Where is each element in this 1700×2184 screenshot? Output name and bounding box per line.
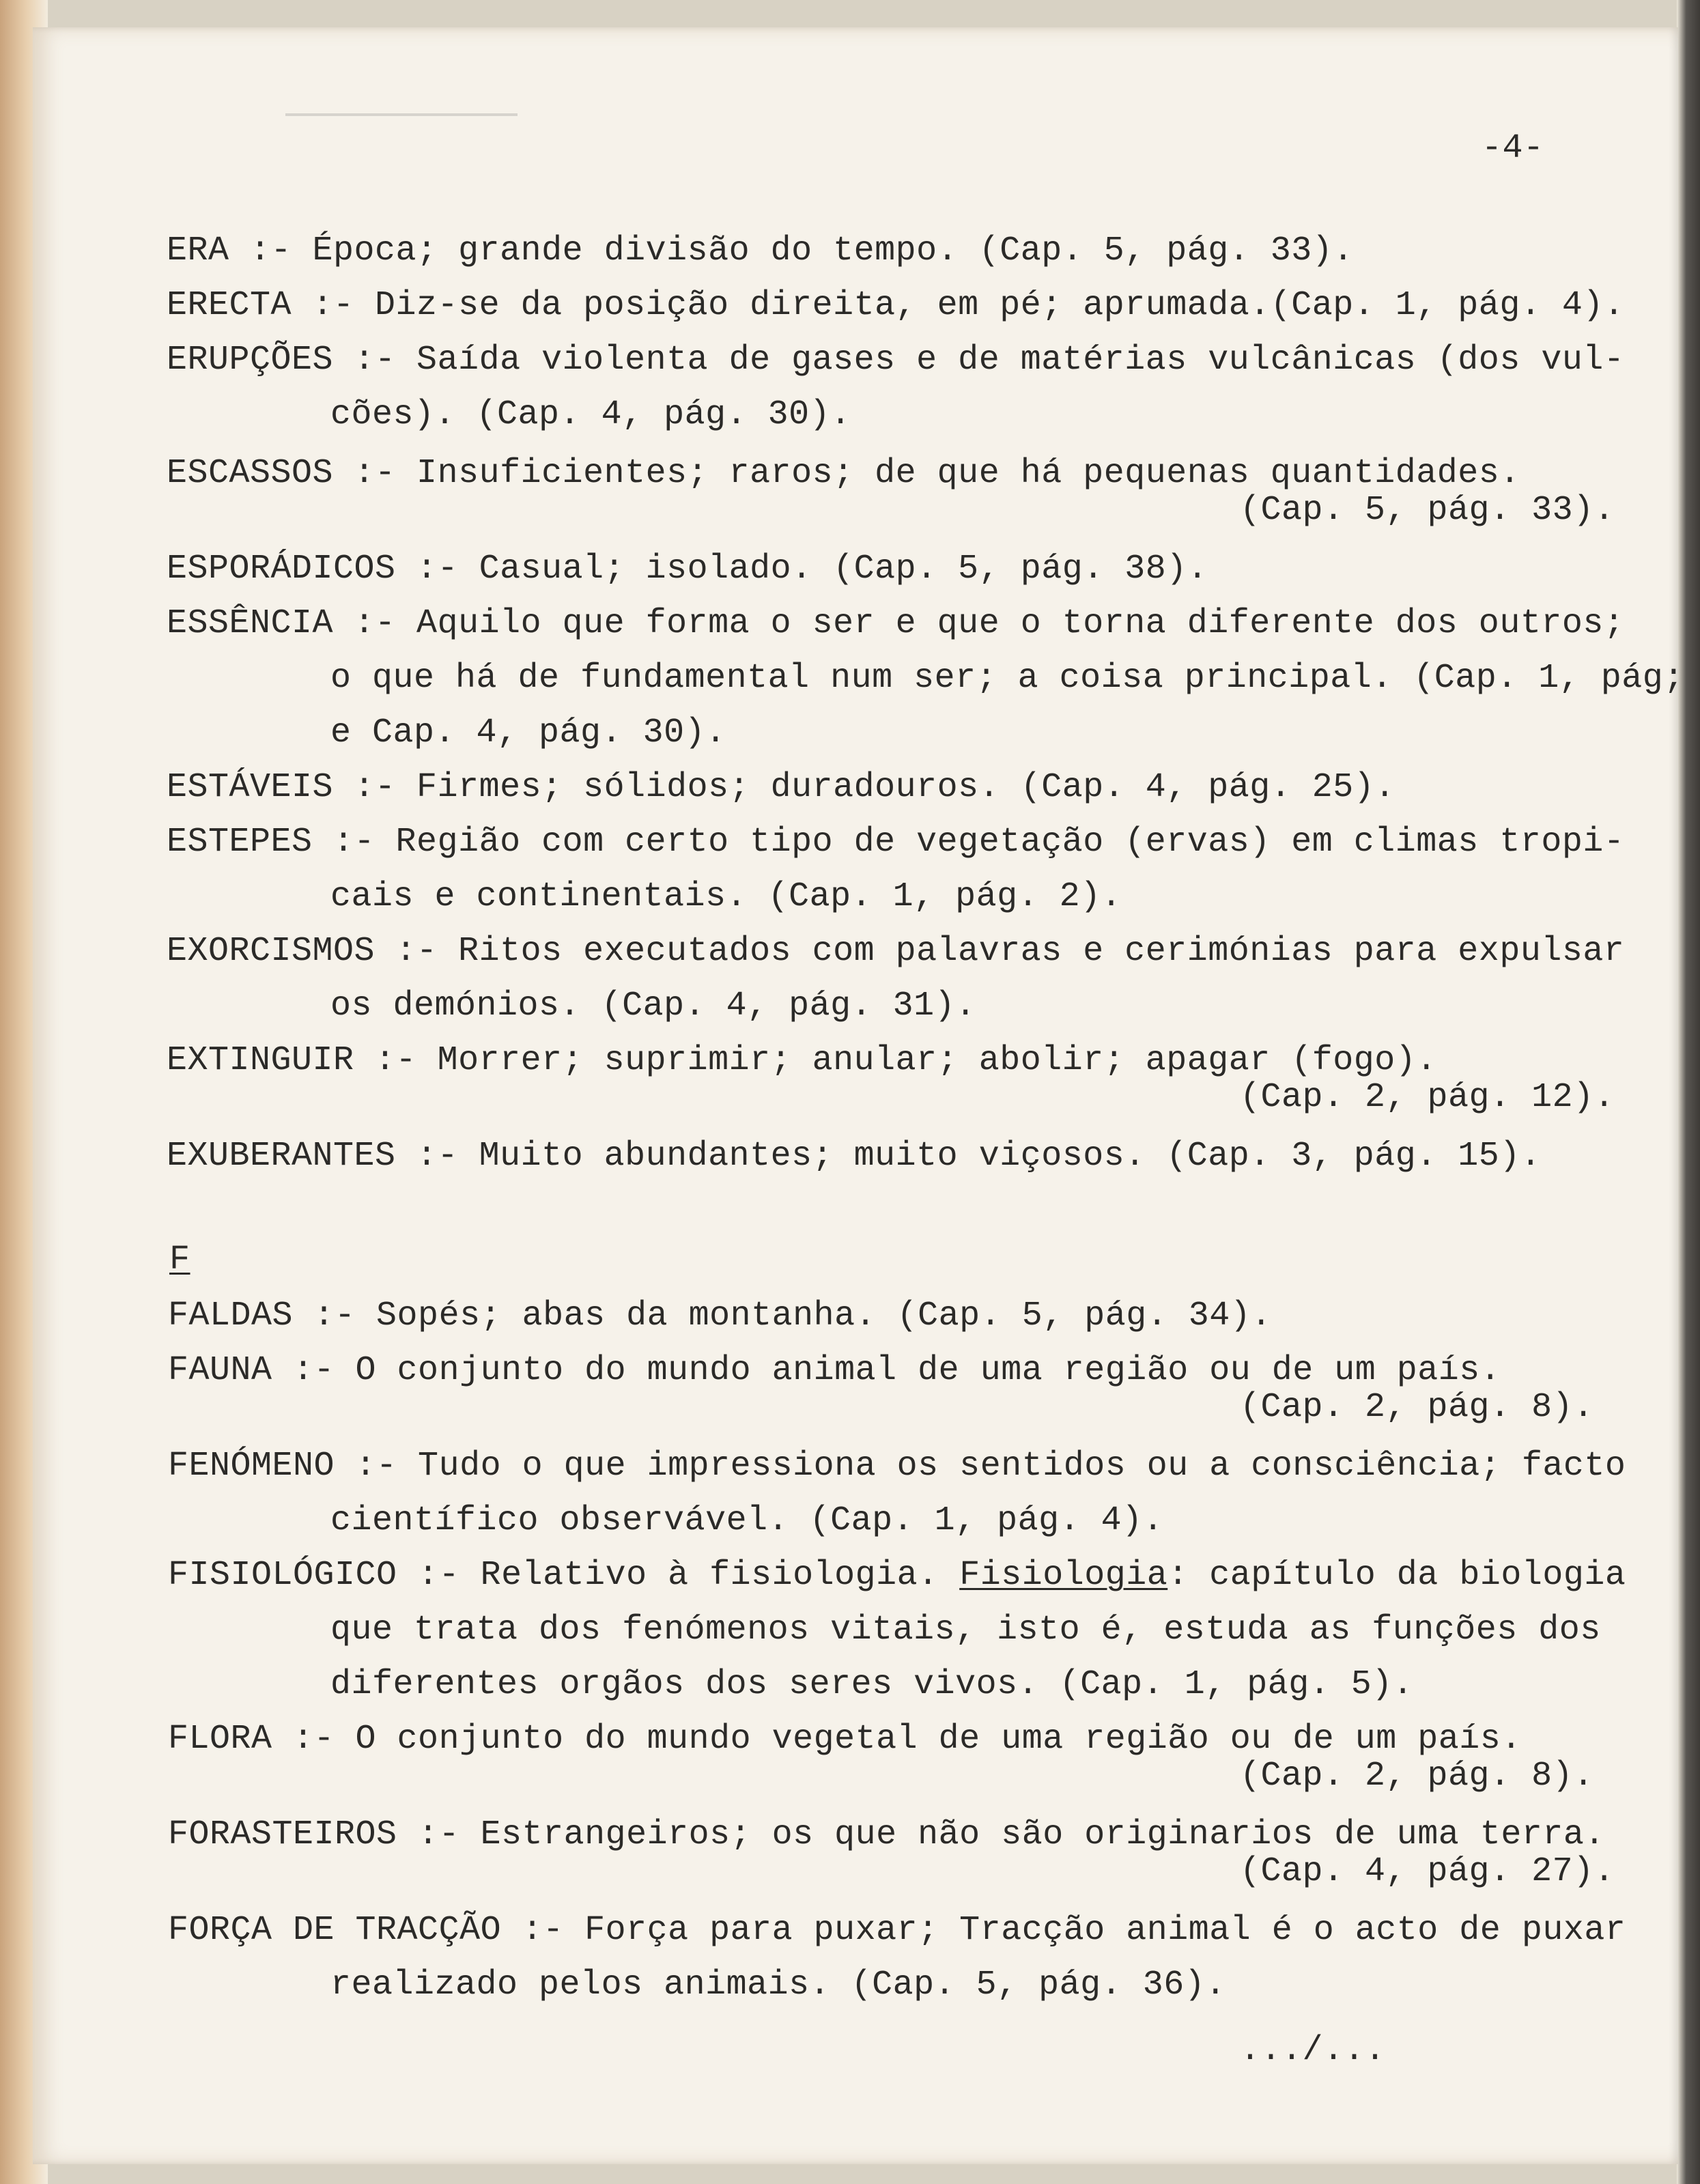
entry-esporadicos: ESPORÁDICOS :- Casual; isolado. (Cap. 5, pág. 38). (167, 550, 1208, 588)
entry-faldas: FALDAS :- Sopés; abas da montanha. (Cap. 5, pág. 34). (168, 1296, 1272, 1335)
underlined-term: Fisiologia (959, 1556, 1168, 1595)
entry-forca-de-traccao: FORÇA DE TRACÇÃO :- Força para puxar; Tracção animal é o acto de puxar (168, 1911, 1626, 1950)
ink-smudge (285, 113, 518, 116)
entry-essencia-cont-2: e Cap. 4, pág. 30). (330, 713, 726, 752)
entry-erupcoes: ERUPÇÕES :- Saída violenta de gases e de matérias vulcânicas (dos vul- (167, 341, 1625, 380)
page-edge (1677, 0, 1700, 2184)
entry-estepes: ESTEPES :- Região com certo tipo de vegetação (ervas) em climas tropi- (167, 823, 1625, 862)
entry-fauna: FAUNA :- O conjunto do mundo animal de uma região ou de um país. (168, 1351, 1501, 1390)
document-page (33, 27, 1684, 2164)
entry-forasteiros: FORASTEIROS :- Estrangeiros; os que não são originarios de uma terra. (168, 1815, 1605, 1854)
entry-exuberantes: EXUBERANTES :- Muito abundantes; muito viçosos. (Cap. 3, pág. 15). (167, 1137, 1542, 1176)
entry-essencia-cont-1: o que há de fundamental num ser; a coisa principal. (Cap. 1, pág; (330, 659, 1684, 698)
entry-forasteiros-ref: (Cap. 4, pág. 27). (1240, 1852, 1615, 1891)
entry-exorcismos-cont: os demónios. (Cap. 4, pág. 31). (330, 987, 976, 1025)
entry-fenomeno-cont: científico observável. (Cap. 1, pág. 4). (330, 1501, 1164, 1540)
section-letter-f: F (169, 1240, 190, 1279)
entry-flora: FLORA :- O conjunto do mundo vegetal de uma região ou de um país. (168, 1720, 1522, 1759)
entry-estepes-cont: cais e continentais. (Cap. 1, pág. 2). (330, 877, 1122, 916)
entry-exorcismos: EXORCISMOS :- Ritos executados com palavras e cerimónias para expulsar (167, 932, 1625, 971)
entry-fisiologico (168, 1557, 1626, 1595)
entry-forca-de-traccao-cont: realizado pelos animais. (Cap. 5, pág. 36). (330, 1966, 1226, 2004)
entry-erecta: ERECTA :- Diz-se da posição direita, em pé; aprumada.(Cap. 1, pág. 4). (167, 286, 1625, 325)
entry-era: ERA :- Época; grande divisão do tempo. (Cap. 5, pág. 33). (167, 231, 1354, 270)
entry-fisiologico-tail: : capítulo da biologia (1167, 1556, 1626, 1595)
entry-fenomeno: FENÓMENO :- Tudo o que impressiona os sentidos ou a consciência; facto (168, 1447, 1626, 1486)
entry-extinguir: EXTINGUIR :- Morrer; suprimir; anular; abolir; apagar (fogo). (167, 1041, 1437, 1080)
entry-fisiologico-cont-2: diferentes orgãos dos seres vivos. (Cap. 1, pág. 5). (330, 1665, 1414, 1704)
entry-escassos-ref: (Cap. 5, pág. 33). (1240, 491, 1615, 530)
entry-fisiologico-text: FISIOLÓGICO :- Relativo à fisiologia. (168, 1556, 960, 1595)
entry-fauna-ref: (Cap. 2, pág. 8). (1240, 1388, 1594, 1427)
continuation-mark: .../... (1240, 2031, 1386, 2070)
entry-extinguir-ref: (Cap. 2, pág. 12). (1240, 1078, 1615, 1117)
entry-escassos: ESCASSOS :- Insuficientes; raros; de que há pequenas quantidades. (167, 454, 1520, 493)
entry-flora-ref: (Cap. 2, pág. 8). (1240, 1757, 1594, 1796)
page-number: -4- (1482, 129, 1544, 168)
entry-estaveis: ESTÁVEIS :- Firmes; sólidos; duradouros. (Cap. 4, pág. 25). (167, 768, 1396, 807)
entry-erupcoes-cont: cões). (Cap. 4, pág. 30). (330, 395, 851, 434)
entry-essencia: ESSÊNCIA :- Aquilo que forma o ser e que o torna diferente dos outros; (167, 604, 1625, 643)
entry-fisiologico-cont-1: que trata dos fenómenos vitais, isto é, estuda as funções dos (330, 1611, 1601, 1649)
